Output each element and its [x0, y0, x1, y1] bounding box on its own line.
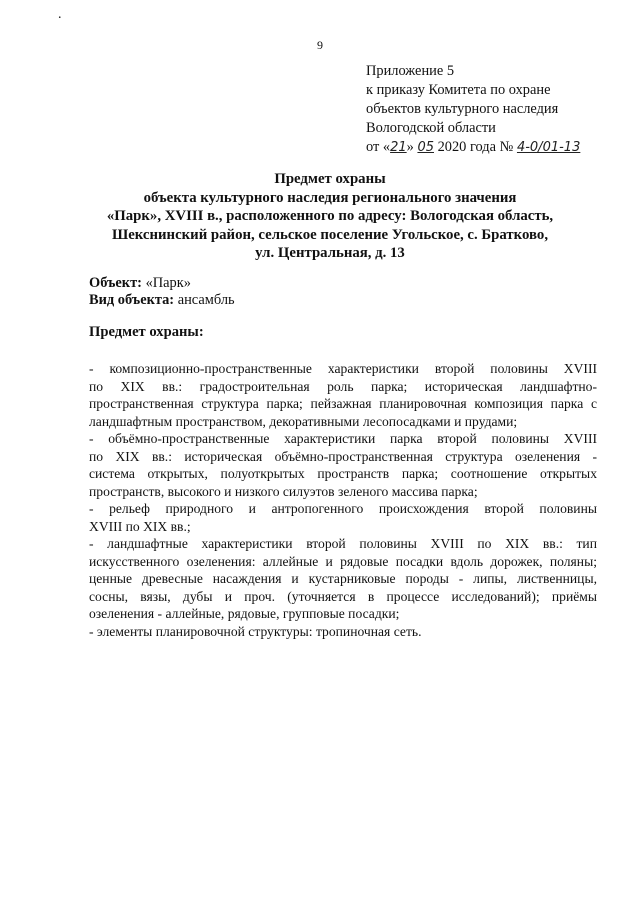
body-line-text: XVIII по XIX вв.;	[89, 518, 191, 534]
object-value: «Парк»	[145, 275, 191, 291]
title-line-3: «Парк», XVIII в., расположенного по адресу: Вологодская область,	[106, 208, 554, 224]
body-line-text: по XIX вв.: градостроительная роль парка; историческая ландшафтно-	[89, 378, 597, 394]
body-line-text: по XIX вв.: историческая объёмно-пространственная структура озеленения -	[89, 448, 597, 464]
body-line-text: - ландшафтные характеристики второй половины XVIII по XIX вв.: тип	[89, 536, 597, 551]
body-line	[89, 588, 597, 606]
body-line-text: - объёмно-пространственные характеристики парка второй половины XVIII	[89, 431, 597, 446]
appendix-line-4: Вологодской области	[366, 120, 496, 136]
date-mid: »	[406, 139, 418, 155]
body-line	[89, 448, 597, 466]
object-label: Объект:	[89, 275, 142, 291]
document-title	[80, 170, 580, 263]
body-line-text: пространственная структура парка; пейзажная планировочная композиция парка с	[89, 396, 597, 411]
scan-mark: .	[58, 7, 62, 22]
order-number: 4-0/01-13	[516, 140, 581, 155]
appendix-block	[366, 62, 580, 157]
title-line-2: объекта культурного наследия регионального значения	[143, 189, 517, 206]
body-line-text: - композиционно-пространственные характеристики второй половины XVIII	[89, 361, 597, 376]
title-line-4: Шекснинский район, сельское поселение Угольское, с. Братково,	[111, 226, 549, 243]
body-line	[89, 553, 597, 571]
body-line	[89, 413, 597, 431]
body-line	[89, 465, 597, 483]
subject-body	[89, 360, 597, 640]
body-line	[89, 483, 597, 501]
body-line-text: искусственного озеленения: аллейные и рядовые посадки вдоль дорожек, поляны;	[89, 553, 597, 569]
body-line	[89, 395, 597, 413]
body-line-text: - элементы планировочной структуры: тропиночная сеть.	[89, 623, 422, 639]
page-number: 9	[317, 38, 323, 52]
body-line-text: - рельеф природного и антропогенного происхождения второй половины	[89, 501, 597, 516]
body-line-text: система открытых, полуоткрытых пространств парка; соотношение открытых	[89, 466, 597, 481]
object-row	[89, 275, 235, 292]
appendix-line-3: объектов культурного наследия	[366, 101, 559, 117]
appendix-date-line	[366, 138, 580, 157]
body-line	[89, 378, 597, 396]
object-type-label: Вид объекта:	[89, 292, 175, 308]
date-month: 05	[417, 140, 434, 155]
body-line	[89, 570, 597, 588]
subject-heading: Предмет охраны:	[89, 324, 204, 340]
object-type-row	[89, 292, 235, 309]
object-type-value: ансамбль	[177, 292, 235, 308]
body-line	[89, 623, 597, 641]
body-line	[89, 605, 597, 623]
body-line-text: пространств, высокого и низкого силуэтов зеленого массива парка;	[89, 483, 478, 499]
date-prefix: от «	[366, 139, 391, 155]
object-info	[89, 275, 235, 309]
body-line-text: озеленения - аллейные, рядовые, групповые посадки;	[89, 606, 400, 621]
body-line	[89, 518, 597, 536]
title-line-1: Предмет охраны	[274, 171, 386, 187]
date-year: 2020 года №	[437, 139, 514, 155]
title-line-5: ул. Центральная, д. 13	[255, 245, 405, 261]
appendix-line-1: Приложение 5	[366, 63, 455, 79]
body-line-text: ландшафтным пространством, декоративными лесопосадками и прудами;	[89, 413, 518, 429]
body-line	[89, 430, 597, 448]
body-line-text: ценные древесные насаждения и кустарниковые породы - липы, лиственницы,	[89, 571, 597, 586]
body-line	[89, 535, 597, 553]
date-day: 21	[390, 140, 407, 155]
appendix-line-2: к приказу Комитета по охране	[366, 82, 551, 98]
body-line-text: сосны, вязы, дубы и проч. (уточняется в процессе исследований); приёмы	[89, 588, 597, 604]
body-line	[89, 500, 597, 518]
body-line	[89, 360, 597, 378]
